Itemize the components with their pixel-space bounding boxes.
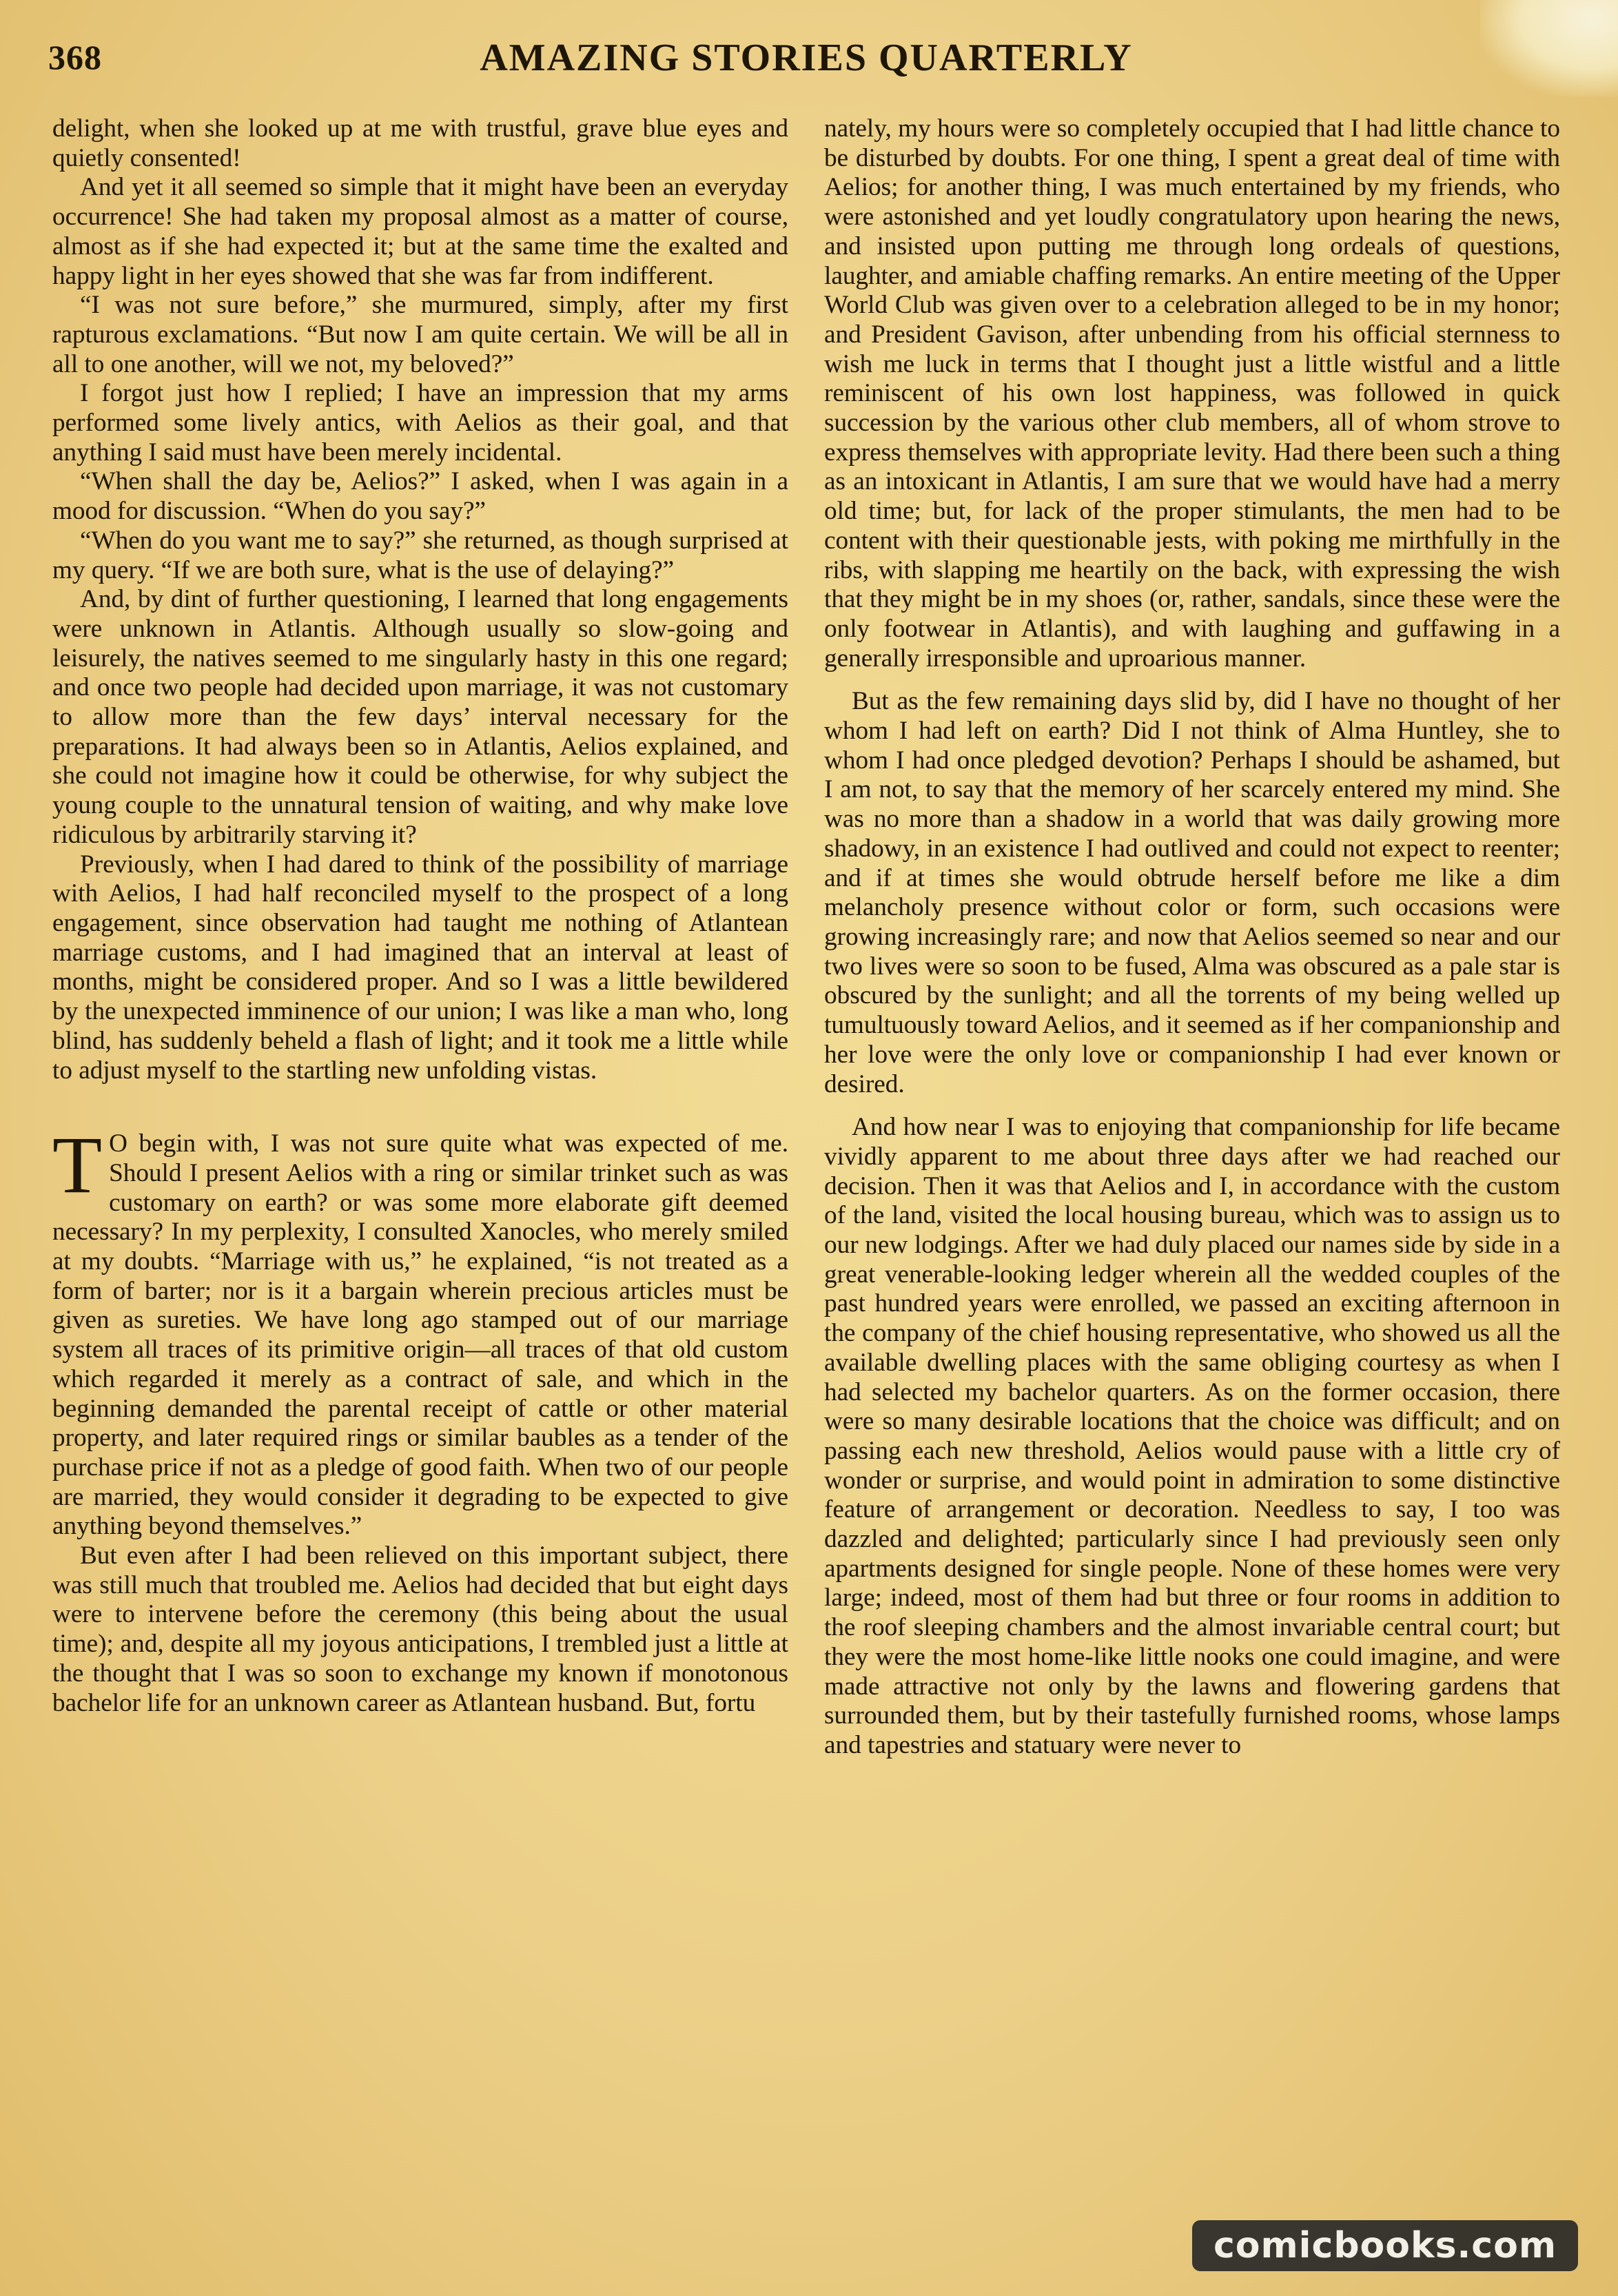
watermark-logo: comicbooks.com — [1192, 2220, 1578, 2271]
paragraph: “When do you want me to say?” she returned, as though surprised at my query. “If we are both sure, what is the use of delaying?” — [52, 526, 788, 584]
page-number: 368 — [48, 38, 102, 76]
paragraph: Previously, when I had dared to think of the possibility of marriage with Aelios, I had half reconciled myself to the prospect of a long engagement, since observation had taught me nothing of Atlantean marriage customs, and I had imagined that an interval at least of months, might be considered proper. And so I was a little bewildered by the unexpected imminence of our union; I was like a man who, long blind, has suddenly beheld a flash of light; and it took me a little while to adjust myself to the startling new unfolding vistas. — [52, 850, 788, 1085]
paragraph: I forgot just how I replied; I have an impression that my arms performed some lively antics, with Aelios as their goal, and that anything I said must have been merely incidental. — [52, 379, 788, 467]
paper-stain — [1480, 0, 1618, 96]
paragraph: And how near I was to enjoying that companionship for life became vividly apparent to me about three days after we had reached our decision. Then it was that Aelios and I, in accordance with the custom of the land, visited the local housing bureau, which was to assign us to our new lodgings. After we had duly placed our names side by side in a great venerable-looking ledger wherein all the wedded couples of the past hundred years were enrolled, we passed an exciting afternoon in the company of the chief housing representative, who showed us all the available dwelling places with the same obliging courtesy as when I had selected my bachelor quarters. As on the former occasion, there were so many desirable locations that the choice was difficult; and on passing each new threshold, Aelios would pause with a little cry of wonder or surprise, and would point in admiration to some distinctive feature of arrangement or decoration. Needless to say, I too was dazzled and delighted; particularly since I had previously seen only apartments designed for single people. None of these homes were very large; indeed, most of them had but three or four rooms in addition to the roof sleeping chambers and the almost invariable central court; but they were the most home-like little nooks one could imagine, and were made attractive not only by the lawns and flowering gardens that surrounded them, but by their tastefully furnished rooms, whose lamps and tapestries and statuary were never to — [824, 1113, 1560, 1759]
paragraph: delight, when she looked up at me with trustful, grave blue eyes and quietly consented! — [52, 114, 788, 172]
running-head: AMAZING STORIES QUARTERLY — [480, 37, 1133, 79]
paragraph: “I was not sure before,” she murmured, simply, after my first rapturous exclamations. “But now I am quite certain. We will be all in all to one another, will we not, my beloved?” — [52, 291, 788, 378]
paragraph: But as the few remaining days slid by, did I have no thought of her whom I had left on earth? Did I not think of Alma Huntley, she to whom I had once pledged devotion? Perhaps I should be ashamed, but I am not, to say that the memory of her scarcely entered my mind. She was no more than a shadow in a world that was daily growing more shadowy, in an existence I had outlived and could not expect to reenter; and if at times she would obtrude herself before me like a dim melancholy presence without color or form, such occasions were growing increasingly rare; and now that Aelios seemed so near and our two lives were so soon to be fused, Alma was obscured as a pale star is obscured by the sunlight; and all the torrents of my being welled up tumultuously toward Aelios, and it seemed as if her companionship and her love were the only love or companionship I had ever known or desired. — [824, 687, 1560, 1098]
right-column — [824, 114, 1560, 2264]
left-column — [52, 114, 788, 2264]
paragraph: And, by dint of further questioning, I learned that long engagements were unknown in Atlantis. Although usually so slow-going and leisurely, the natives seemed to me singularly hasty in this one regard; and once two people had decided upon marriage, it was not customary to allow more than the few days’ interval necessary for the preparations. It had always been so in Atlantis, Aelios explained, and she could not imagine how it could be otherwise, for why subject the young couple to the unnatural tension of waiting, and why make love ridiculous by arbitrarily starving it? — [52, 585, 788, 849]
paragraph-text: O begin with, I was not sure quite what was expected of me. Should I present Aelios with a ring or similar trinket such as was customary on earth? or was some more elaborate gift deemed necessary? In my perplexity, I consulted Xanocles, who merely smiled at my doubts. “Marriage with us,” he explained, “is not treated as a form of barter; nor is it a bargain wherein precious articles must be given as sureties. We have long ago stamped out of our marriage system all traces of its primitive origin—all traces of that old custom which regarded it merely as a contract of sale, and which in the beginning demanded the parental receipt of cattle or other material property, and later required rings or similar baubles as a tender of the purchase price if not as a pledge of good faith. When two of our people are married, they would consider it degrading to be expected to give anything beyond themselves.” — [52, 1129, 788, 1541]
section-start-paragraph — [52, 1120, 788, 1541]
paragraph: nately, my hours were so completely occupied that I had little chance to be disturbed by doubts. For one thing, I spent a great deal of time with Aelios; for another thing, I was much entertained by my friends, who were astonished and yet loudly congratulatory upon hearing the news, and insisted upon putting me through long ordeals of questions, laughter, and amiable chaffing remarks. An entire meeting of the Upper World Club was given over to a celebration alleged to be in my honor; and President Gavison, after unbending from his official sternness to wish me luck in terms that I thought just a little wistful and a little reminiscent of his own lost happiness, was followed in quick succession by the various other club members, all of whom strove to express themselves with appropriate levity. Had there been such a thing as an intoxicant in Atlantis, I am sure that we would have had a merry old time; but, for lack of the proper stimulants, the men had to be content with their questionable jests, with poking me mirthfully in the ribs, with slapping me heartily on the back, with expressing the wish that they might be in my shoes (or, rather, sandals, since these were the only footwear in Atlantis), and with laughing and guffawing in a generally irresponsible and uproarious manner. — [824, 114, 1560, 673]
drop-cap: T — [52, 1120, 103, 1211]
paragraph: “When shall the day be, Aelios?” I asked, when I was again in a mood for discussion. “When do you say?” — [52, 467, 788, 526]
paragraph: And yet it all seemed so simple that it might have been an everyday occurrence! She had taken my proposal almost as a matter of course, almost as if she had expected it; but at the same time the exalted and happy light in her eyes showed that she was far from indifferent. — [52, 173, 788, 290]
paragraph: But even after I had been relieved on this important subject, there was still much that troubled me. Aelios had decided that but eight days were to intervene before the ceremony (this being about the usual time); and, despite all my joyous anticipations, I trembled just a little at the thought that I was so soon to exchange my known if monotonous bachelor life for an unknown career as Atlantean husband. But, fortu — [52, 1541, 788, 1717]
